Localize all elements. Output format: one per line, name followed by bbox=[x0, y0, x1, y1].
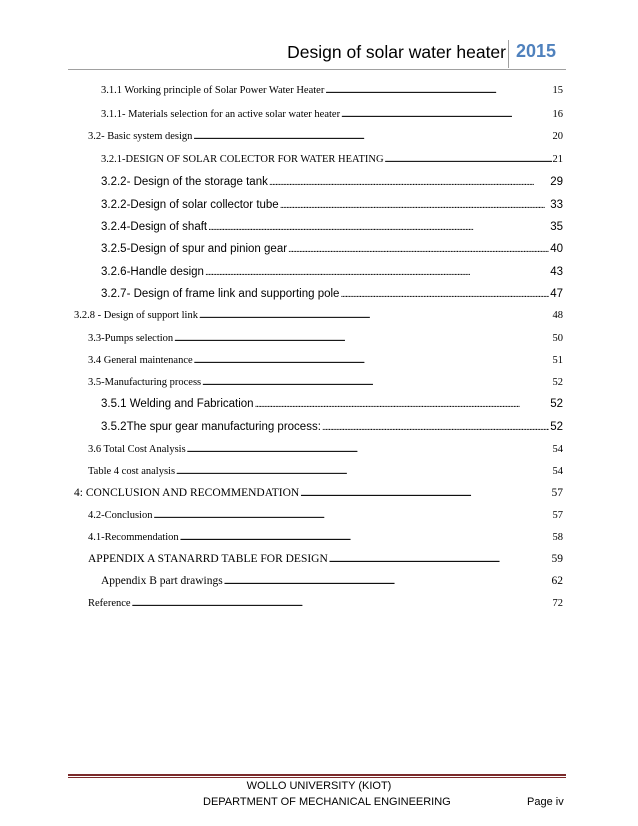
toc-leader-dots bbox=[194, 354, 552, 366]
toc-leader-dots bbox=[300, 487, 550, 499]
toc-entry[interactable] bbox=[101, 286, 563, 300]
toc-entry[interactable] bbox=[88, 463, 563, 477]
toc-entry-label: 3.2.2-Design of solar collector tube bbox=[101, 199, 279, 211]
toc-entry[interactable] bbox=[88, 441, 563, 455]
toc-entry-label: 3.2- Basic system design bbox=[88, 131, 193, 142]
toc-entry[interactable] bbox=[101, 174, 563, 188]
toc-leader-dots bbox=[322, 421, 549, 433]
toc-entry-page: 40 bbox=[550, 243, 563, 255]
toc-leader-dots bbox=[255, 398, 550, 410]
toc-entry[interactable] bbox=[101, 219, 563, 233]
toc-leader-dots bbox=[180, 531, 552, 543]
document-title: Design of solar water heater bbox=[287, 42, 506, 62]
toc-entry[interactable] bbox=[101, 573, 563, 587]
toc-entry-page: 48 bbox=[552, 310, 563, 321]
toc-entry-page: 51 bbox=[552, 355, 563, 366]
toc-leader-dots bbox=[269, 176, 549, 188]
toc-entry-page: 72 bbox=[552, 598, 563, 609]
toc-entry[interactable] bbox=[88, 507, 563, 521]
footer-university: WOLLO UNIVERSITY (KIOT) bbox=[246, 780, 392, 792]
toc-entry-label: 3.5-Manufacturing process bbox=[88, 377, 202, 388]
header-separator bbox=[508, 40, 509, 68]
footer-rule-thin bbox=[68, 777, 566, 778]
toc-leader-dots bbox=[153, 509, 551, 521]
toc-entry-page: 43 bbox=[550, 266, 563, 278]
toc-entry-label: 3.5.1 Welding and Fabrication bbox=[101, 398, 254, 410]
toc-entry-page: 50 bbox=[552, 333, 563, 344]
page-header bbox=[0, 40, 638, 70]
toc-entry-label: 3.2.5-Design of spur and pinion gear bbox=[101, 243, 288, 255]
toc-entry-label: APPENDIX A STANARRD TABLE FOR DESIGN bbox=[88, 553, 328, 565]
toc-entry[interactable] bbox=[101, 264, 563, 278]
toc-leader-dots bbox=[224, 575, 551, 587]
toc-leader-dots bbox=[199, 309, 552, 321]
toc-entry-label: 3.1.1 Working principle of Solar Power Water Heater bbox=[101, 85, 325, 96]
toc-entry-label: 3.6 Total Cost Analysis bbox=[88, 444, 186, 455]
toc-entry-page: 57 bbox=[552, 510, 563, 521]
toc-entry[interactable] bbox=[88, 529, 563, 543]
toc-entry-label: 3.2.2- Design of the storage tank bbox=[101, 176, 268, 188]
toc-entry-label: 3.5.2The spur gear manufacturing process: bbox=[101, 421, 321, 433]
toc-entry-label: 3.2.4-Design of shaft bbox=[101, 221, 208, 233]
toc-leader-dots bbox=[202, 376, 551, 388]
toc-entry-label: 3.2.8 - Design of support link bbox=[74, 310, 198, 321]
toc-entry-label: 3.2.1-DESIGN OF SOLAR COLECTOR FOR WATER HEATING bbox=[101, 154, 384, 165]
toc-entry[interactable] bbox=[101, 241, 563, 255]
toc-leader-dots bbox=[288, 243, 549, 255]
toc-entry-page: 29 bbox=[550, 176, 563, 188]
toc-entry-label: Table 4 cost analysis bbox=[88, 466, 176, 477]
toc-entry[interactable] bbox=[101, 396, 563, 410]
toc-entry[interactable] bbox=[88, 374, 563, 388]
toc-entry-page: 21 bbox=[552, 154, 563, 165]
toc-entry[interactable] bbox=[88, 551, 563, 565]
toc-leader-dots bbox=[187, 443, 552, 455]
toc-leader-dots bbox=[325, 84, 551, 96]
toc-leader-dots bbox=[329, 553, 551, 565]
toc-entry[interactable] bbox=[101, 419, 563, 433]
toc-leader-dots bbox=[208, 221, 549, 233]
toc-entry[interactable] bbox=[101, 82, 563, 96]
toc-entry-label: 3.2.6-Handle design bbox=[101, 266, 204, 278]
toc-leader-dots bbox=[132, 597, 552, 609]
toc-entry[interactable] bbox=[101, 151, 563, 165]
toc-entry[interactable] bbox=[88, 352, 563, 366]
toc-entry-label: Appendix B part drawings bbox=[101, 575, 223, 587]
toc-entry-label: 4.1-Recommendation bbox=[88, 532, 179, 543]
toc-entry[interactable] bbox=[88, 330, 563, 344]
toc-entry-page: 59 bbox=[551, 553, 563, 565]
toc-entry[interactable] bbox=[74, 307, 563, 321]
toc-entry-label: 3.2.7- Design of frame link and supporting pole bbox=[101, 288, 340, 300]
footer-department: DEPARTMENT OF MECHANICAL ENGINEERING bbox=[203, 796, 451, 808]
document-year: 2015 bbox=[516, 41, 557, 61]
toc-entry-page: 47 bbox=[550, 288, 563, 300]
toc-entry[interactable] bbox=[88, 595, 563, 609]
footer-rule bbox=[68, 774, 566, 776]
toc-leader-dots bbox=[280, 199, 549, 211]
toc-entry[interactable] bbox=[101, 197, 563, 211]
toc-entry-label: 3.4 General maintenance bbox=[88, 355, 193, 366]
toc-entry-page: 15 bbox=[552, 85, 563, 96]
toc-entry-page: 57 bbox=[551, 487, 563, 499]
toc-leader-dots bbox=[176, 465, 551, 477]
toc-entry[interactable] bbox=[101, 106, 563, 120]
toc-entry[interactable] bbox=[88, 128, 563, 142]
toc-leader-dots bbox=[205, 266, 549, 278]
toc-entry-page: 35 bbox=[550, 221, 563, 233]
toc-entry-page: 62 bbox=[551, 575, 563, 587]
toc-entry-page: 20 bbox=[552, 131, 563, 142]
toc-leader-dots bbox=[340, 288, 549, 300]
toc-entry-page: 33 bbox=[550, 199, 563, 211]
toc-entry-page: 54 bbox=[552, 466, 563, 477]
toc-entry-label: 4.2-Conclusion bbox=[88, 510, 153, 521]
toc-entry-page: 58 bbox=[552, 532, 563, 543]
toc-entry[interactable] bbox=[74, 485, 563, 499]
page-number: Page iv bbox=[527, 796, 564, 808]
toc-entry-page: 16 bbox=[552, 109, 563, 120]
toc-leader-dots bbox=[174, 332, 551, 344]
toc-entry-label: Reference bbox=[88, 598, 131, 609]
toc-entry-label: 3.1.1- Materials selection for an active solar water heater bbox=[101, 109, 341, 120]
toc-entry-page: 52 bbox=[550, 398, 563, 410]
toc-leader-dots bbox=[193, 130, 551, 142]
toc-leader-dots bbox=[341, 108, 551, 120]
header-rule bbox=[68, 69, 566, 70]
toc-entry-label: 3.3-Pumps selection bbox=[88, 333, 174, 344]
toc-entry-page: 52 bbox=[552, 377, 563, 388]
toc-entry-page: 52 bbox=[550, 421, 563, 433]
toc-entry-page: 54 bbox=[552, 444, 563, 455]
toc-entry-label: 4: CONCLUSION AND RECOMMENDATION bbox=[74, 487, 300, 499]
toc-leader-dots bbox=[385, 153, 552, 165]
